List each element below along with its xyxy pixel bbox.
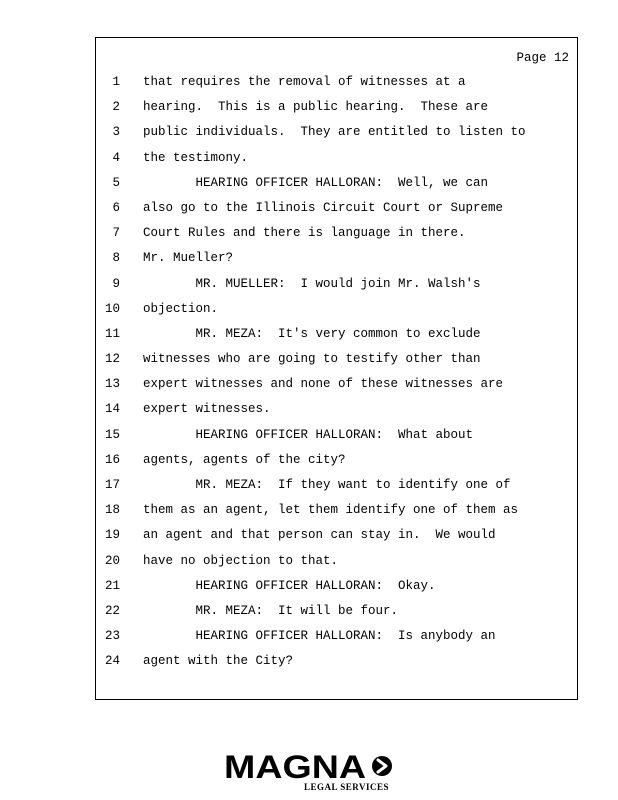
transcript-line (96, 578, 577, 603)
line-text: Court Rules and there is language in there. (143, 226, 466, 241)
line-text: MR. MEZA: If they want to identify one of (143, 478, 511, 492)
line-number: 8 (112, 251, 120, 266)
line-number: 13 (104, 377, 120, 392)
line-number: 23 (104, 629, 120, 644)
line-number: 5 (112, 175, 120, 190)
line-text: expert witnesses and none of these witnesses are (143, 377, 504, 392)
line-text: have no objection to that. (143, 553, 339, 568)
line-text: MR. MEZA: It will be four. (143, 603, 399, 618)
line-text: hearing. This is a public hearing. These are (143, 100, 489, 115)
line-text: expert witnesses. (143, 402, 271, 417)
transcript-line (96, 124, 577, 149)
line-text: agent with the City? (143, 654, 294, 669)
logo-wordmark: MAGNA (224, 749, 366, 785)
logo-tagline: LEGAL SERVICES (304, 782, 389, 792)
line-text: MR. MUELLER: I would join Mr. Walsh's (143, 276, 481, 291)
transcript-line (96, 401, 577, 426)
line-text: witnesses who are going to testify other than (143, 352, 481, 367)
line-text: an agent and that person can stay in. We would (143, 528, 496, 543)
line-number: 14 (104, 402, 120, 417)
transcript-line (96, 74, 577, 99)
transcript-line (96, 301, 577, 326)
transcript-line (96, 527, 577, 552)
line-number: 2 (112, 100, 120, 115)
line-number: 19 (104, 528, 120, 543)
transcript-line (96, 250, 577, 275)
transcript-line (96, 175, 577, 200)
line-number: 21 (104, 578, 120, 593)
transcript-line (96, 452, 577, 477)
line-text: MR. MEZA: It's very common to exclude (143, 326, 481, 341)
line-text: HEARING OFFICER HALLORAN: Well, we can (143, 175, 489, 190)
line-text: Mr. Mueller? (143, 251, 234, 266)
transcript-line (96, 326, 577, 351)
line-number: 22 (104, 603, 120, 618)
transcript-line (96, 276, 577, 301)
line-number: 16 (104, 452, 120, 467)
transcript-lines (96, 74, 577, 679)
line-number: 3 (112, 125, 120, 140)
transcript-line (96, 553, 577, 578)
line-text: that requires the removal of witnesses at a (143, 75, 466, 89)
transcript-line (96, 502, 577, 527)
transcript-line (96, 225, 577, 250)
line-number: 11 (104, 326, 120, 341)
line-number: 1 (112, 75, 120, 89)
transcript-line (96, 376, 577, 401)
transcript-line (96, 653, 577, 678)
line-number: 4 (112, 150, 120, 165)
magna-logo (224, 749, 396, 793)
transcript-line (96, 427, 577, 452)
line-number: 12 (104, 352, 120, 367)
page-number: Page 12 (516, 51, 569, 65)
line-number: 7 (112, 226, 120, 241)
transcript-line (96, 150, 577, 175)
line-text: objection. (143, 301, 219, 316)
line-text: HEARING OFFICER HALLORAN: What about (143, 427, 474, 442)
line-number: 20 (104, 553, 120, 568)
line-text: HEARING OFFICER HALLORAN: Okay. (143, 578, 436, 593)
line-number: 9 (112, 276, 120, 291)
transcript-line (96, 603, 577, 628)
line-text: agents, agents of the city? (143, 452, 346, 467)
chevron-right-circle-icon (372, 756, 392, 776)
line-text: them as an agent, let them identify one of them as (143, 503, 519, 518)
transcript-line (96, 477, 577, 502)
line-number: 24 (104, 654, 120, 669)
line-number: 10 (104, 301, 120, 316)
line-number: 6 (112, 200, 120, 215)
line-text: the testimony. (143, 150, 249, 165)
line-text: public individuals. They are entitled to listen to (143, 125, 526, 140)
transcript-line (96, 628, 577, 653)
line-text: also go to the Illinois Circuit Court or Supreme (143, 200, 504, 215)
transcript-line (96, 351, 577, 376)
transcript-line (96, 200, 577, 225)
line-number: 18 (104, 503, 120, 518)
transcript-line (96, 99, 577, 124)
line-number: 15 (104, 427, 120, 442)
transcript-page (95, 37, 578, 700)
line-number: 17 (104, 478, 120, 492)
line-text: HEARING OFFICER HALLORAN: Is anybody an (143, 629, 496, 644)
